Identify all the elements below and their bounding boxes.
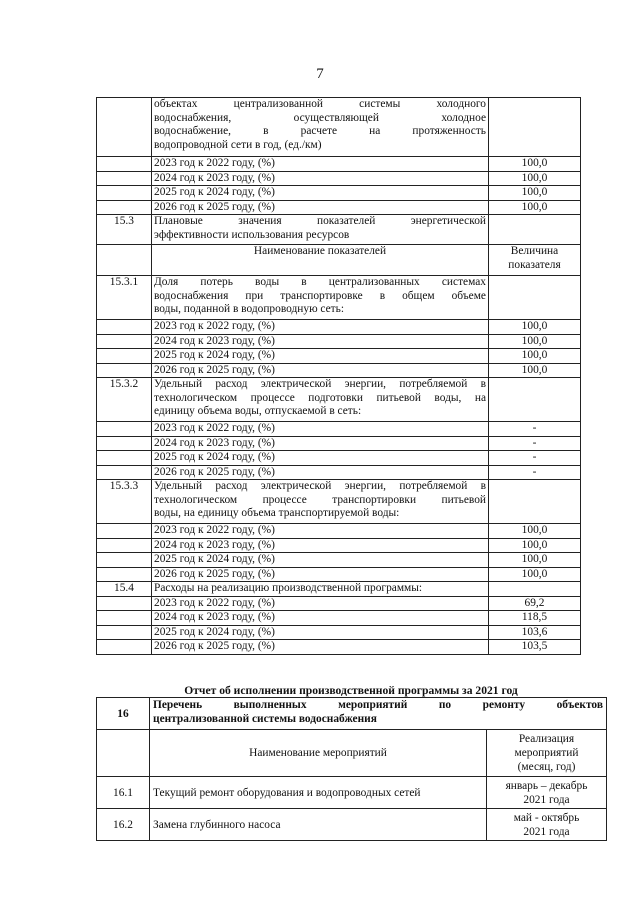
table-row: 2024 год к 2023 году, (%) 100,0 [97,538,581,553]
section-number: 15.3.3 [97,480,152,524]
row-number-cell [97,98,152,157]
table-row: 2024 год к 2023 году, (%) - [97,436,581,451]
item-period: май - октябрь 2021 года [487,809,607,841]
table-row [97,809,607,841]
section-title: Плановые значения показателей энергетической эффективности использования ресурсов [152,215,489,245]
table-row: 2025 год к 2024 году, (%) 103,6 [97,625,581,640]
table-row [97,480,581,524]
table-row: 2023 год к 2022 году, (%) 69,2 [97,596,581,611]
indicator-text: Удельный расход электрической энергии, потребляемой в технологическом процессе подготовки питьевой воды, на единицу объема воды, отпускаемой в сеть: [152,378,489,422]
table-row [97,98,581,157]
indicator-text: Доля потерь воды в централизованных системах водоснабжения при транспортировке в общем объеме воды, поданной в водопроводную сеть: [152,276,489,320]
section-number: 15.3.1 [97,276,152,320]
table-row: 2026 год к 2025 году, (%) 103,5 [97,640,581,655]
value-cell [489,98,581,157]
table-header-row [97,245,581,276]
column-header-value: Реализация мероприятий (месяц, год) [487,730,607,777]
table-row [97,777,607,809]
table-row [97,582,581,597]
table-row: 2023 год к 2022 году, (%) 100,0 [97,157,581,172]
column-header-name: Наименование мероприятий [150,730,487,777]
table-row: 2025 год к 2024 году, (%) 100,0 [97,553,581,568]
column-header-value: Величина показателя [489,245,581,276]
item-period: январь – декабрь 2021 года [487,777,607,809]
item-number: 16.2 [97,809,150,841]
table-header-row [97,730,607,777]
indicator-text: Расходы на реализацию производственной программы: [152,582,489,597]
table-row: 2026 год к 2025 году, (%) 100,0 [97,200,581,215]
table-row [97,378,581,422]
table-row: 2026 год к 2025 году, (%) 100,0 [97,363,581,378]
table-row [97,215,581,245]
column-header-name: Наименование показателей [152,245,489,276]
item-number: 16.1 [97,777,150,809]
table-row: 2023 год к 2022 году, (%) 100,0 [97,320,581,335]
report-title: Отчет об исполнении производственной программы за 2021 год [184,684,518,697]
indicators-table [96,97,581,655]
table-row: 2024 год к 2023 году, (%) 100,0 [97,334,581,349]
section-number: 15.4 [97,582,152,597]
item-name: Текущий ремонт оборудования и водопроводных сетей [150,777,487,809]
table-row [97,698,607,730]
table-row: 2025 год к 2024 году, (%) 100,0 [97,186,581,201]
table-row: 2023 год к 2022 году, (%) - [97,422,581,437]
indicator-text: Удельный расход электрической энергии, потребляемой в технологическом процессе транспортировки питьевой воды, на единицу объема транспортируемой воды: [152,480,489,524]
report-table [96,697,607,841]
table-row: 2026 год к 2025 году, (%) - [97,465,581,480]
table-row: 2023 год к 2022 году, (%) 100,0 [97,524,581,539]
section-title: Перечень выполненных мероприятий по ремонту объектов централизованной системы водоснабжения [150,698,607,730]
page-number: 7 [316,66,324,82]
section-number: 15.3 [97,215,152,245]
table-row: 2026 год к 2025 году, (%) 100,0 [97,567,581,582]
section-number: 15.3.2 [97,378,152,422]
table-row: 2025 год к 2024 году, (%) 100,0 [97,349,581,364]
section-number: 16 [97,698,150,730]
item-name: Замена глубинного насоса [150,809,487,841]
indicator-text: объектах централизованной системы холодного водоснабжения, осуществляющей холодное водоснабжение, в расчете на протяженность водопроводной сети в год, (ед./км) [152,98,489,157]
table-row [97,276,581,320]
table-row: 2025 год к 2024 году, (%) - [97,451,581,466]
table-row: 2024 год к 2023 году, (%) 100,0 [97,171,581,186]
table-row: 2024 год к 2023 году, (%) 118,5 [97,611,581,626]
